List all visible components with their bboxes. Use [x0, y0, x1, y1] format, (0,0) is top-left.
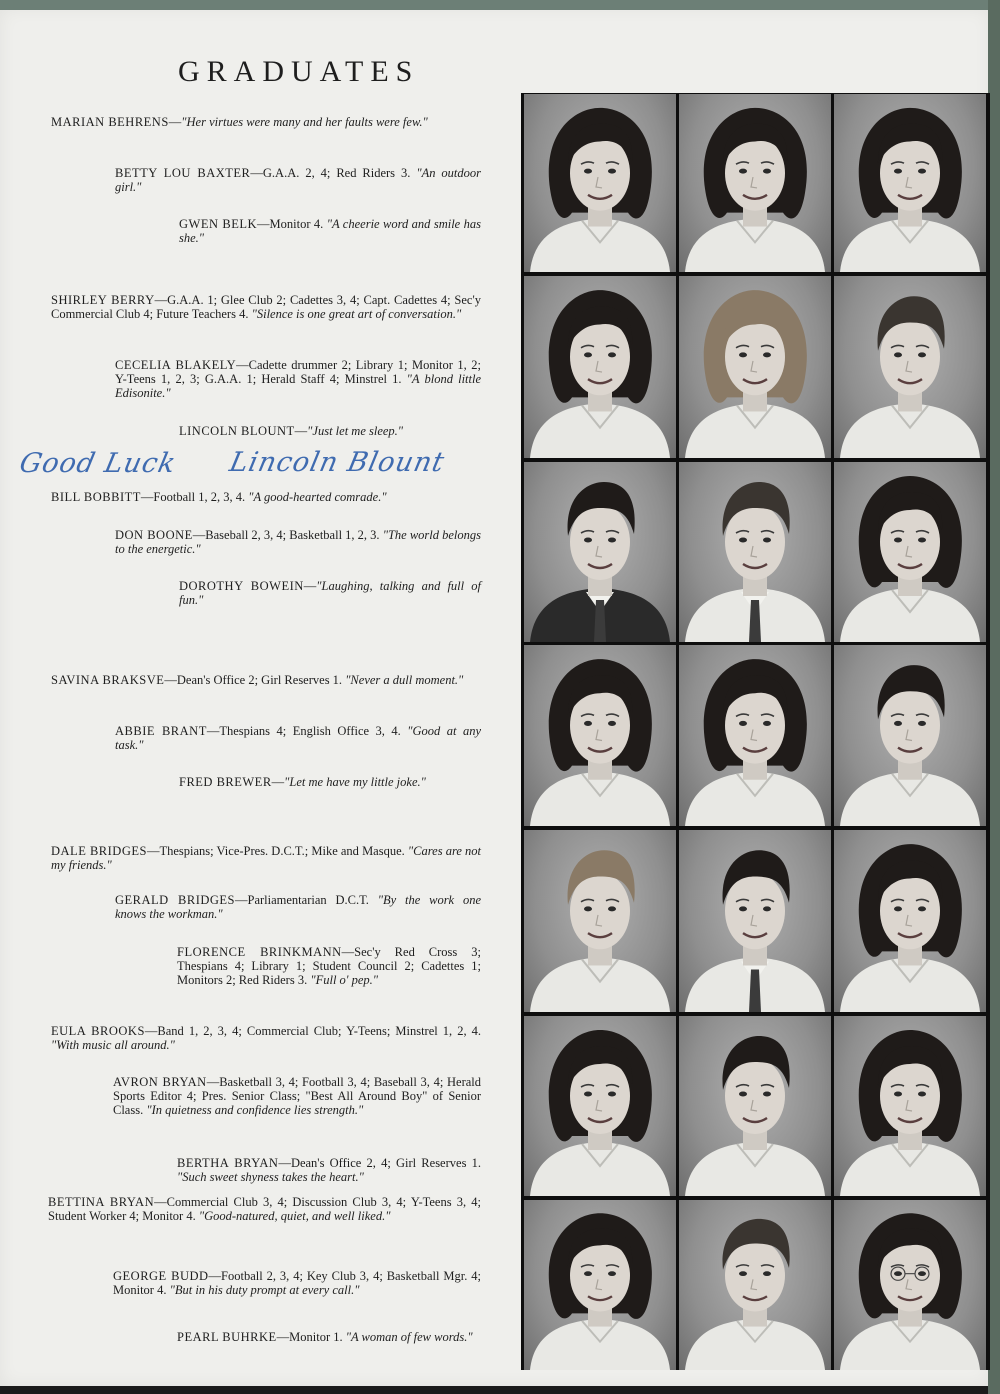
portrait-photo — [679, 645, 831, 826]
graduate-activities: Band 1, 2, 3, 4; Commercial Club; Y-Teens; Minstrel 1, 2, 4. — [157, 1024, 482, 1038]
portrait-photo — [679, 276, 831, 458]
portrait-photo — [834, 1016, 986, 1196]
portrait-photo — [834, 276, 986, 458]
graduate-entry: MARIAN BEHRENS—"Her virtues were many and her faults were few." — [51, 115, 428, 129]
graduate-activities: Sec'y Red Cross 3; Thespians 4; Library 1; Student Council 2; Cadettes 1; Monitors 2; Red Riders 3. — [177, 945, 481, 987]
graduate-activities: G.A.A. 1; Glee Club 2; Cadettes 3, 4; Capt. Cadettes 4; Sec'y Commercial Club 4; Future Teachers 4. — [51, 293, 481, 321]
graduate-entry: EULA BROOKS—Band 1, 2, 3, 4; Commercial Club; Y-Teens; Minstrel 1, 2, 4. "With music all around." — [51, 1024, 482, 1052]
portrait-photo — [524, 1016, 676, 1196]
handwritten-good-luck: Good Luck — [16, 448, 180, 479]
graduate-activities: Thespians 4; English Office 3, 4. — [219, 724, 401, 738]
graduate-name: SHIRLEY BERRY — [51, 293, 155, 307]
graduate-quote: "Laughing, talking and full of fun." — [179, 579, 481, 607]
portrait-photo — [524, 94, 676, 272]
graduate-name: GERALD BRIDGES — [115, 893, 235, 907]
graduate-activities: Football 1, 2, 3, 4. — [153, 490, 246, 504]
graduate-name: AVRON BRYAN — [113, 1075, 207, 1089]
portrait-photo — [679, 1016, 831, 1196]
portrait-grid — [521, 93, 990, 1370]
graduate-quote: "The world belongs to the energetic." — [115, 528, 482, 556]
portrait-photo — [524, 645, 676, 826]
graduate-entry: FLORENCE BRINKMANN—Sec'y Red Cross 3; Thespians 4; Library 1; Student Council 2; Cadettes 1; Monitors 2; Red Riders 3. "Full o' pep." — [177, 945, 481, 987]
graduate-entry: AVRON BRYAN—Basketball 3, 4; Football 3, 4; Baseball 3, 4; Herald Sports Editor 4; Pres. Senior Class; "Best All Around Boy" of Senior Class. "In quietness and confidence lies strength." — [113, 1075, 481, 1117]
graduate-quote: "A cheerie word and smile has she." — [179, 217, 481, 245]
graduate-entry: GEORGE BUDD—Football 2, 3, 4; Key Club 3, 4; Basketball Mgr. 4; Monitor 4. "But in his duty prompt at every call." — [113, 1269, 482, 1297]
graduate-name: MARIAN BEHRENS — [51, 115, 169, 129]
graduate-quote: "Such sweet shyness takes the heart." — [177, 1170, 364, 1184]
graduate-name: ABBIE BRANT — [115, 724, 207, 738]
portrait-photo — [679, 94, 831, 272]
graduate-name: BERTHA BRYAN — [177, 1156, 279, 1170]
portrait-photo — [679, 1200, 831, 1370]
graduate-quote: "Full o' pep." — [310, 973, 379, 987]
graduate-activities: Monitor 4. — [269, 217, 324, 231]
graduate-entry: BILL BOBBITT—Football 1, 2, 3, 4. "A good-hearted comrade." — [51, 490, 387, 504]
graduate-entry: ABBIE BRANT—Thespians 4; English Office 3, 4. "Good at any task." — [115, 724, 481, 752]
graduate-activities: Baseball 2, 3, 4; Basketball 1, 2, 3. — [205, 528, 380, 542]
graduate-quote: "In quietness and confidence lies strength." — [146, 1103, 364, 1117]
graduate-activities: Dean's Office 2, 4; Girl Reserves 1. — [290, 1156, 481, 1170]
graduate-entry: FRED BREWER—"Let me have my little joke." — [179, 775, 426, 789]
graduate-entry: DOROTHY BOWEIN—"Laughing, talking and full of fun." — [179, 579, 481, 607]
graduate-activities: Dean's Office 2; Girl Reserves 1. — [176, 673, 343, 687]
graduate-name: BILL BOBBITT — [51, 490, 141, 504]
graduate-name: LINCOLN BLOUNT — [179, 424, 295, 438]
graduate-entry: BETTY LOU BAXTER—G.A.A. 2, 4; Red Riders 3. "An outdoor girl." — [115, 166, 482, 194]
graduate-entry: CECELIA BLAKELY—Cadette drummer 2; Library 1; Monitor 1, 2; Y-Teens 1, 2, 3; G.A.A. 1; Herald Staff 4; Minstrel 1. "A blond little Edisonite." — [115, 358, 482, 400]
portrait-photo — [524, 462, 676, 642]
graduate-name: SAVINA BRAKSVE — [51, 673, 165, 687]
graduate-quote: "Her virtues were many and her faults were few." — [181, 115, 428, 129]
graduate-name: EULA BROOKS — [51, 1024, 145, 1038]
graduate-activities: Football 2, 3, 4; Key Club 3, 4; Basketball Mgr. 4; Monitor 4. — [113, 1269, 482, 1297]
portrait-photo — [834, 462, 986, 642]
portrait-photo — [834, 94, 986, 272]
graduate-name: DALE BRIDGES — [51, 844, 147, 858]
graduate-name: PEARL BUHRKE — [177, 1330, 277, 1344]
graduate-quote: "A blond little Edisonite." — [115, 372, 482, 400]
graduate-quote: "Never a dull moment." — [345, 673, 464, 687]
portrait-photo — [834, 645, 986, 826]
graduate-activities: Cadette drummer 2; Library 1; Monitor 1, 2; Y-Teens 1, 2, 3; G.A.A. 1; Herald Staff 4; Minstrel 1. — [115, 358, 481, 386]
graduate-quote: "Good at any task." — [115, 724, 481, 752]
graduate-quote: "Just let me sleep." — [307, 424, 404, 438]
portrait-photo — [524, 1200, 676, 1370]
graduate-entry: GWEN BELK—Monitor 4. "A cheerie word and smile has she." — [179, 217, 481, 245]
graduate-name: DOROTHY BOWEIN — [179, 579, 304, 593]
portrait-photo — [834, 1200, 986, 1370]
graduate-quote: "With music all around." — [51, 1038, 175, 1052]
graduate-quote: "Cares are not my friends." — [51, 844, 482, 872]
graduate-name: BETTINA BRYAN — [48, 1195, 155, 1209]
graduate-activities: Monitor 1. — [289, 1330, 343, 1344]
graduate-entry: DALE BRIDGES—Thespians; Vice-Pres. D.C.T.; Mike and Masque. "Cares are not my friends." — [51, 844, 482, 872]
graduate-activities: Commercial Club 3, 4; Discussion Club 3, 4; Y-Teens 3, 4; Student Worker 4; Monitor 4. — [48, 1195, 481, 1223]
graduate-entry: PEARL BUHRKE—Monitor 1. "A woman of few words." — [177, 1330, 473, 1344]
graduate-name: GEORGE BUDD — [113, 1269, 209, 1283]
graduate-entry: SHIRLEY BERRY—G.A.A. 1; Glee Club 2; Cadettes 3, 4; Capt. Cadettes 4; Sec'y Commercial Club 4; Future Teachers 4. "Silence is one great art of conversation." — [51, 293, 481, 321]
graduate-activities: Thespians; Vice-Pres. D.C.T.; Mike and Masque. — [159, 844, 405, 858]
graduate-quote: "But in his duty prompt at every call." — [169, 1283, 360, 1297]
graduate-name: DON BOONE — [115, 528, 193, 542]
graduate-entry: LINCOLN BLOUNT—"Just let me sleep." — [179, 424, 404, 438]
graduate-quote: "Let me have my little joke." — [284, 775, 426, 789]
graduate-quote: "A good-hearted comrade." — [248, 490, 387, 504]
graduate-name: GWEN BELK — [179, 217, 258, 231]
graduate-name: CECELIA BLAKELY — [115, 358, 237, 372]
graduate-entry: BETTINA BRYAN—Commercial Club 3, 4; Discussion Club 3, 4; Y-Teens 3, 4; Student Worker 4; Monitor 4. "Good-natured, quiet, and well liked." — [48, 1195, 481, 1223]
graduate-quote: "An outdoor girl." — [115, 166, 482, 194]
graduate-entry: SAVINA BRAKSVE—Dean's Office 2; Girl Reserves 1. "Never a dull moment." — [51, 673, 464, 687]
graduate-entry: GERALD BRIDGES—Parliamentarian D.C.T. "By the work one knows the workman." — [115, 893, 481, 921]
graduate-name: FLORENCE BRINKMANN — [177, 945, 342, 959]
graduate-quote: "A woman of few words." — [345, 1330, 473, 1344]
graduate-activities: G.A.A. 2, 4; Red Riders 3. — [262, 166, 411, 180]
graduate-quote: "By the work one knows the workman." — [115, 893, 481, 921]
portrait-photo — [679, 830, 831, 1012]
graduate-quote: "Good-natured, quiet, and well liked." — [198, 1209, 391, 1223]
handwritten-signature: Lincoln Blount — [226, 447, 448, 478]
graduate-name: FRED BREWER — [179, 775, 272, 789]
graduate-activities: Parliamentarian D.C.T. — [247, 893, 369, 907]
graduate-activities: Basketball 3, 4; Football 3, 4; Baseball 3, 4; Herald Sports Editor 4; Pres. Senior Class; "Best All Around Boy" of Senior Class. — [113, 1075, 481, 1117]
cover-edge-top — [0, 0, 1000, 10]
portrait-photo — [834, 830, 986, 1012]
graduate-entry: DON BOONE—Baseball 2, 3, 4; Basketball 1, 2, 3. "The world belongs to the energetic." — [115, 528, 482, 556]
portrait-photo — [524, 830, 676, 1012]
graduate-name: BETTY LOU BAXTER — [115, 166, 251, 180]
portrait-photo — [679, 462, 831, 642]
graduate-quote: "Silence is one great art of conversation." — [251, 307, 462, 321]
page-title: GRADUATES — [178, 55, 420, 88]
portrait-photo — [524, 276, 676, 458]
graduate-entry: BERTHA BRYAN—Dean's Office 2, 4; Girl Reserves 1. "Such sweet shyness takes the heart." — [177, 1156, 481, 1184]
